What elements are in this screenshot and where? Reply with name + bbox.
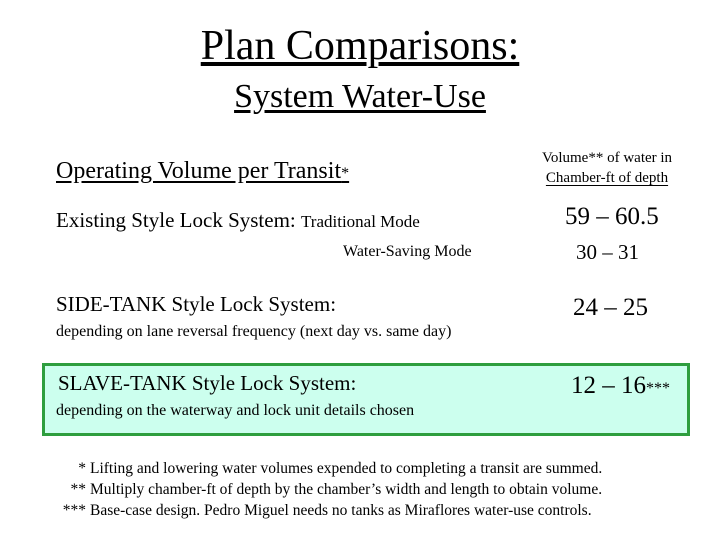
footnote-item [54, 458, 602, 479]
slave-tank-note: depending on the waterway and lock unit details chosen [56, 402, 415, 419]
volume-column-header [512, 148, 702, 188]
footnote-item [54, 500, 602, 521]
footnote-text: Multiply chamber-ft of depth by the chamber’s width and length to obtain volume. [90, 481, 603, 498]
side-tank-system-label: SIDE-TANK Style Lock System: [56, 292, 337, 316]
volume-header-line1: Volume** of water in [541, 150, 673, 166]
footnote-text: Base-case design. Pedro Miguel needs no tanks as Miraflores water-use controls. [90, 502, 592, 519]
footnote-mark: * [78, 460, 86, 477]
existing-system-label [56, 208, 420, 233]
existing-traditional-value: 59 – 60.5 [565, 203, 659, 230]
side-tank-note: depending on lane reversal frequency (next day vs. same day) [56, 323, 452, 340]
existing-system-name: Existing Style Lock System: [56, 208, 296, 232]
side-tank-value: 24 – 25 [573, 294, 648, 321]
footnote-mark: *** [62, 502, 86, 519]
page-title: Plan Comparisons: [200, 23, 520, 69]
water-saving-mode-label: Water-Saving Mode [343, 243, 472, 260]
operating-volume-heading [56, 158, 349, 185]
footnote-text: Lifting and lowering water volumes expended to completing a transit are summed. [90, 460, 603, 477]
water-saving-mode-value: 30 – 31 [576, 240, 639, 264]
slave-tank-footnote-marker: *** [646, 380, 670, 397]
slave-tank-value-text: 12 – 16 [571, 372, 646, 399]
slave-tank-value [571, 372, 670, 400]
volume-header-line2: Chamber-ft of depth [545, 170, 669, 186]
footnote-item [54, 479, 602, 500]
operating-volume-heading-text: Operating Volume per Transit [56, 158, 342, 184]
footnotes [54, 458, 602, 521]
operating-volume-footnote-marker: * [341, 165, 350, 182]
page-subtitle: System Water-Use [234, 78, 486, 115]
slave-tank-system-label: SLAVE-TANK Style Lock System: [58, 371, 357, 395]
traditional-mode-label: Traditional Mode [301, 212, 420, 231]
footnote-mark: ** [70, 481, 86, 498]
